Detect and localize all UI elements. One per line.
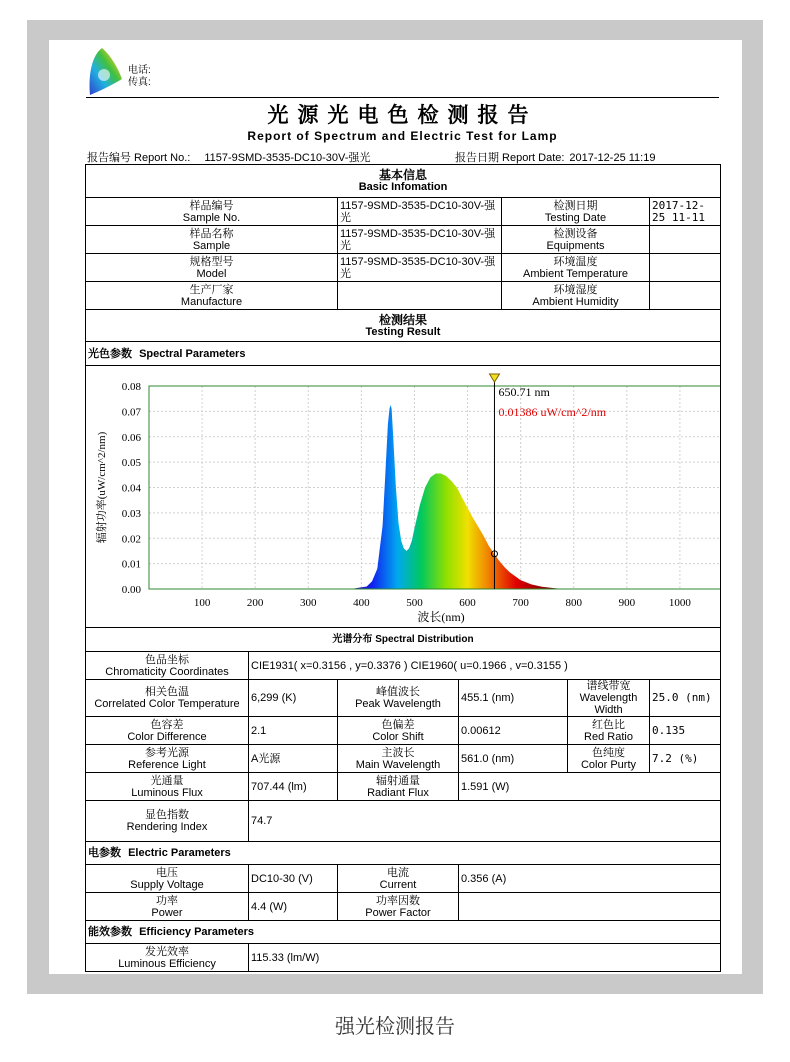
report-date-value: 2017-12-25 11:19: [569, 152, 656, 164]
main-label: 主波长 Main Wavelength: [338, 745, 459, 773]
humidity-value: [650, 282, 721, 310]
peak-label: 峰值波长 Peak Wavelength: [338, 680, 459, 717]
report-date-label: 报告日期 Report Date:: [455, 152, 565, 164]
ambient-temp-label: 环境温度 Ambient Temperature: [502, 254, 650, 282]
diff-label: 色容差 Color Difference: [86, 717, 249, 745]
ref-value: A光源: [249, 745, 338, 773]
x-axis-label: 波长(nm): [417, 610, 465, 624]
electric-section-header: [86, 842, 721, 865]
report-date: [455, 149, 655, 165]
pf-value: [459, 893, 721, 921]
y-tick-label: 0.05: [121, 457, 141, 470]
x-tick-label: 700: [512, 597, 529, 609]
efficiency-label: 发光效率 Luminous Efficiency: [86, 944, 249, 972]
testing-date-label: 检测日期 Testing Date: [502, 198, 650, 226]
sample-label: 样品名称 Sample: [86, 226, 338, 254]
y-axis-label: 辐射功率(uW/cm^2/nm): [96, 431, 108, 544]
pf-label: 功率因数 Power Factor: [338, 893, 459, 921]
cursor-y-readout: 0.01386 uW/cm^2/nm: [498, 405, 607, 419]
x-tick-label: 400: [353, 597, 370, 609]
distribution-en: Spectral Distribution: [375, 633, 474, 645]
phone-label: 电话:: [128, 65, 151, 76]
basic-title-en: Basic Infomation: [358, 181, 448, 193]
report-table: [85, 164, 721, 972]
x-tick-label: 800: [565, 597, 582, 609]
cct-label: 相关色温 Correlated Color Temperature: [86, 680, 249, 717]
efficiency-section-header: [86, 921, 721, 944]
manufacture-value: [338, 282, 502, 310]
spectral-section-cn: 光色参数: [88, 347, 132, 360]
basic-title-cn: 基本信息: [378, 168, 427, 182]
x-tick-label: 1000: [668, 597, 691, 609]
purity-value: 7.2 (%): [650, 745, 721, 773]
x-tick-label: 200: [246, 597, 264, 609]
distribution-cn: 光谱分布: [332, 633, 373, 645]
report-no: [87, 149, 370, 165]
y-tick-label: 0.06: [121, 431, 141, 444]
header-rule: [86, 97, 719, 98]
power-value: 4.4 (W): [249, 893, 338, 921]
sample-no-value: 1157-9SMD-3535-DC10-30V-强光: [338, 198, 502, 226]
efficiency-value: 115.33 (lm/W): [249, 944, 721, 972]
result-title-en: Testing Result: [365, 325, 441, 338]
page-caption: 强光检测报告: [335, 1016, 455, 1038]
y-tick-label: 0.03: [121, 507, 141, 520]
voltage-value: DC10-30 (V): [249, 865, 338, 893]
spectrum-chart: [88, 366, 721, 624]
report-title-cn: 光源光电色检测报告: [267, 104, 538, 127]
x-tick-label: 500: [406, 597, 423, 609]
spectral-section-en: Spectral Parameters: [139, 347, 246, 360]
flux-value: 707.44 (lm): [249, 773, 338, 801]
y-tick-label: 0.08: [121, 381, 141, 393]
current-value: 0.356 (A): [459, 865, 721, 893]
shift-value: 0.00612: [459, 717, 568, 745]
chroma-label: 色品坐标 Chromaticity Coordinates: [86, 652, 249, 680]
x-tick-label: 100: [193, 597, 211, 609]
model-value: 1157-9SMD-3535-DC10-30V-强光: [338, 254, 502, 282]
cursor-marker-icon[interactable]: [489, 374, 499, 382]
equipments-value: [650, 226, 721, 254]
y-tick-label: 0.02: [121, 533, 141, 546]
cri-value: 74.7: [249, 801, 721, 842]
y-tick-label: 0.07: [121, 406, 141, 419]
x-tick-label: 300: [300, 597, 317, 609]
testing-result-header: [86, 310, 721, 342]
efficiency-section-en: Efficiency Parameters: [139, 926, 255, 938]
cursor-x-readout: 650.71 nm: [498, 385, 550, 399]
contact-block: [128, 65, 151, 89]
manufacture-label: 生产厂家 Manufacture: [86, 282, 338, 310]
electric-section-cn: 电参数: [88, 847, 121, 859]
spectrum-area: [351, 405, 563, 589]
voltage-label: 电压 Supply Voltage: [86, 865, 249, 893]
red-label: 红色比 Red Ratio: [568, 717, 650, 745]
testing-date-value: 2017-12-25 11-11: [650, 198, 721, 226]
ambient-temp-value: [650, 254, 721, 282]
current-label: 电流 Current: [338, 865, 459, 893]
shift-label: 色偏差 Color Shift: [338, 717, 459, 745]
report-no-value: 1157-9SMD-3535-DC10-30V-强光: [204, 152, 371, 164]
cie-logo: [86, 45, 124, 97]
x-tick-label: 900: [618, 597, 636, 609]
chroma-value: CIE1931( x=0.3156 , y=0.3376 ) CIE1960( u=0.1966 , v=0.3155 ): [249, 652, 721, 680]
spectral-section-header: [86, 342, 721, 366]
spectrum-chart-cell: [86, 366, 721, 628]
width-label: 谱线带宽 Wavelength Width: [568, 680, 650, 717]
red-value: 0.135: [650, 717, 721, 745]
cri-label: 显色指数 Rendering Index: [86, 801, 249, 842]
peak-value: 455.1 (nm): [459, 680, 568, 717]
distribution-header: [86, 628, 721, 652]
y-tick-label: 0.01: [121, 558, 141, 571]
main-value: 561.0 (nm): [459, 745, 568, 773]
report-no-label: 报告编号 Report No.:: [87, 152, 191, 164]
fax-label: 传真:: [128, 77, 151, 88]
result-title-cn: 检测结果: [378, 312, 427, 327]
radiant-value: 1.591 (W): [459, 773, 721, 801]
diff-value: 2.1: [249, 717, 338, 745]
basic-info-header: [86, 165, 721, 198]
ref-label: 参考光源 Reference Light: [86, 745, 249, 773]
cct-value: 6,299 (K): [249, 680, 338, 717]
sample-no-label: 样品编号 Sample No.: [86, 198, 338, 226]
equipments-label: 检测设备 Equipments: [502, 226, 650, 254]
power-label: 功率 Power: [86, 893, 249, 921]
efficiency-section-cn: 能效参数: [88, 926, 132, 938]
electric-section-en: Electric Parameters: [128, 847, 231, 859]
purity-label: 色纯度 Color Purty: [568, 745, 650, 773]
model-label: 规格型号 Model: [86, 254, 338, 282]
radiant-label: 辐射通量 Radiant Flux: [338, 773, 459, 801]
sample-value: 1157-9SMD-3535-DC10-30V-强光: [338, 226, 502, 254]
humidity-label: 环境湿度 Ambient Humidity: [502, 282, 650, 310]
y-tick-label: 0.00: [121, 584, 141, 596]
y-tick-label: 0.04: [121, 482, 141, 495]
x-tick-label: 600: [459, 597, 476, 609]
flux-label: 光通量 Luminous Flux: [86, 773, 249, 801]
report-title-en: Report of Spectrum and Electric Test for Lamp: [247, 129, 558, 143]
width-value: 25.0 (nm): [650, 680, 721, 717]
